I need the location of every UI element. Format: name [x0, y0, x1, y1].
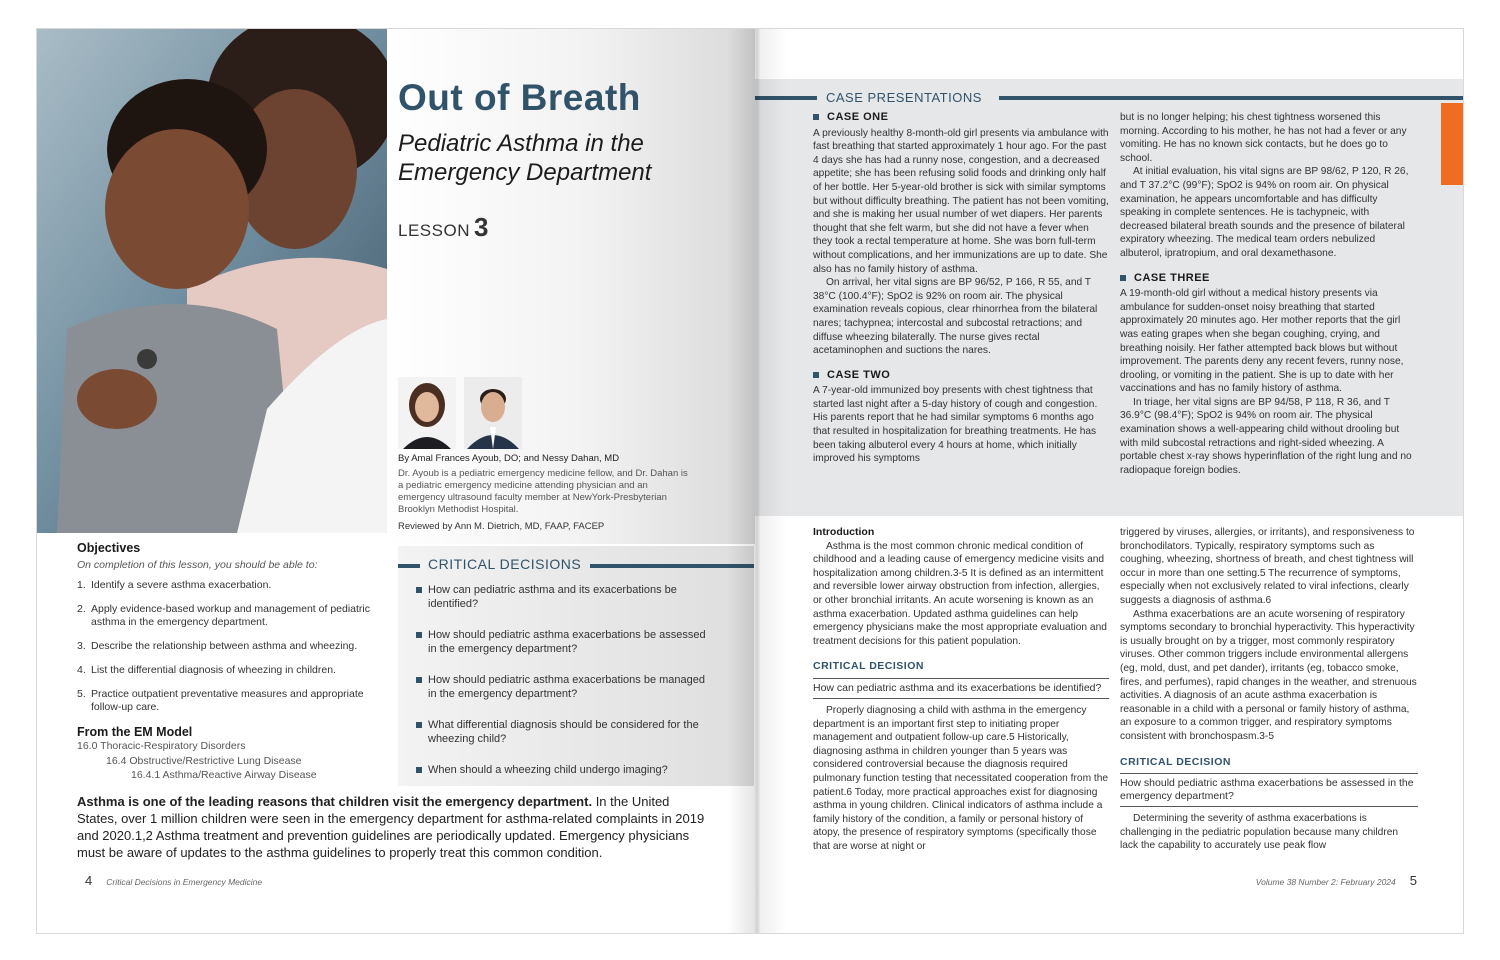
reviewer-line: Reviewed by Ann M. Dietrich, MD, FAAP, FACEP [398, 521, 605, 532]
critical-decision-item: When should a wheezing child undergo imaging? [416, 764, 716, 778]
critical-decision-item: What differential diagnosis should be considered for the wheezing child? [416, 719, 716, 746]
objective-item: 1. Identify a severe asthma exacerbation. [77, 579, 272, 591]
magazine-spread [36, 28, 1464, 934]
case-column-2 [1120, 111, 1418, 477]
objectives-intro: On completion of this lesson, you should be able to: [77, 559, 318, 571]
critical-decision-label: CRITICAL DECISION [1120, 755, 1231, 768]
orange-tab [1441, 103, 1464, 185]
lead-paragraph [77, 793, 707, 861]
body-column-2 [1120, 526, 1418, 853]
journal-name: Critical Decisions in Emergency Medicine [106, 877, 263, 887]
em-model-title: From the EM Model [77, 725, 193, 739]
body-paragraph: Determining the severity of asthma exacerbations is challenging in the pediatric population because many children lack the capability to accurately use peak flow [1120, 813, 1399, 852]
case-column-1 [813, 111, 1109, 466]
author-photo-dahan [464, 377, 522, 449]
author-bio: Dr. Ayoub is a pediatric emergency medicine fellow, and Dr. Dahan is a pediatric emergency medicine attending physician and an emergency ultrasound faculty member at NewYork-Presbyterian Brooklyn Methodist Hospital. [398, 468, 688, 515]
case-two-title: CASE TWO [813, 369, 1109, 383]
introduction-paragraph: Asthma is the most common chronic medical condition of childhood and a leading cause of emergency medicine visits and hospitalization among children.3-5 It is defined as an intermittent and reversible lower airway obstruction from infection, allergies, or other bronchial irritants. An acute worsening is known as an asthma exacerbation. Updated asthma guidelines can help emergency physicians make the most appropriate evaluation and treatment decisions for this patient population. [813, 540, 1107, 647]
lesson-word: LESSON [398, 221, 470, 240]
left-folio [85, 873, 262, 888]
header-rule-left [755, 96, 817, 100]
header-rule-right [999, 96, 1464, 100]
critical-decision-item: How should pediatric asthma exacerbations be managed in the emergency department? [416, 674, 716, 701]
author-byline [398, 453, 688, 516]
author-photo-ayoub [398, 377, 456, 449]
right-folio [1256, 873, 1417, 888]
header-rule-left [398, 564, 420, 568]
objectives-title: Objectives [77, 541, 141, 555]
case-one-title: CASE ONE [813, 111, 1109, 125]
lead-bold: Asthma is one of the leading reasons that children visit the emergency department. [77, 794, 593, 809]
right-page [755, 29, 1464, 934]
left-page [37, 29, 755, 934]
critical-decision-item: How can pediatric asthma and its exacerbations be identified? [416, 584, 716, 611]
cover-photo [37, 29, 387, 533]
objective-item: 5. Practice outpatient preventative measures and appropriate follow-up care. [77, 688, 364, 713]
article-title: Out of Breath [398, 77, 641, 118]
article-subtitle: Pediatric Asthma in the Emergency Department [398, 130, 652, 186]
critical-decisions-box [398, 546, 754, 786]
objective-item: 3. Describe the relationship between asthma and wheezing. [77, 640, 358, 652]
critical-decisions-list [416, 584, 716, 796]
header-rule-right [590, 564, 754, 568]
introduction-title: Introduction [813, 526, 875, 538]
critical-decision-question: How should pediatric asthma exacerbations be assessed in the emergency department? [1120, 773, 1418, 807]
case-two-paragraph: A 7-year-old immunized boy presents with chest tightness that started last night after a 5-day history of cough and congestion. His parents report that he had similar symptoms 6 months ago that resulted in hospitalization for breathing treatments. He has been taking albuterol every 4 hours at home, which initially improved his symptoms [813, 385, 1098, 465]
case-presentations-header [755, 91, 1464, 107]
em-model-line: 16.4 Obstructive/Restrictive Lung Disease [106, 754, 302, 767]
case-two-paragraph: At initial evaluation, his vital signs are BP 98/62, P 120, R 26, and T 37.2°C (99°F); SpO2 is 94% on room air. On physical examination, he appears uncomfortable and has difficulty speaking in complete sentences. He is tachypneic, with decreased bilateral breath sounds and the presence of bilateral expiratory wheezing. The medical team orders nebulized albuterol, ipratropium, and oral dexamethasone. [1120, 166, 1409, 259]
page-number-left: 4 [85, 873, 93, 888]
objectives-section [77, 541, 377, 783]
lesson-number: 3 [473, 212, 489, 242]
body-paragraph: triggered by viruses, allergies, or irritants), and responsiveness to bronchodilators. Typically, respiratory symptoms such as coughing, wheezing, shortness of breath, and chest tightness will occur in more than one setting.5 The recurrence of symptoms, especially when not exclusively related to viral infections, clearly suggests a diagnosis of asthma.6 [1120, 527, 1415, 606]
case-three-paragraph: A 19-month-old girl without a medical history presents via ambulance for sudden-onset noisy breathing that started approximately 20 minutes ago. Her mother reports that the girl was eating grapes when she began coughing, crying, and breathing noisily. Her father attempted back blows but without improvement. The parents deny any recent fevers, runny nose, drooling, or vomiting in the patient. She is up to date with her vaccinations and has no family history of asthma. [1120, 288, 1404, 395]
critical-decision-item: How should pediatric asthma exacerbations be assessed in the emergency department? [416, 629, 716, 656]
objective-item: 2. Apply evidence-based workup and management of pediatric asthma in the emergency department. [77, 603, 371, 628]
issue-info: Volume 38 Number 2: February 2024 [1255, 877, 1396, 887]
lead-text: In the United States, over 1 million children were seen in the emergency department for asthma-related complaints in 2019 and 2020.1,2 Asthma treatment and prevention guidelines are periodically updated. Emergency physicians must be aware of updates to the asthma guidelines to properly treat this common condition. [77, 794, 705, 860]
case-one-paragraph: A previously healthy 8-month-old girl presents via ambulance with fast breathing that started approximately 1 hour ago. For the past 4 days she has had a runny nose, congestion, and a decreased appetite; she has been refusing solid foods and drinking only half of her bottle. Her 5-year-old brother is sick with similar symptoms but without difficulty breathing. The patient has not been vomiting, and she is making her usual number of wet diapers. Her parents thought that she felt warm, but she did not have a fever when they took a rectal temperature at home. She was born full-term without complications, and her immunizations are up to date. She also has no family history of asthma. [813, 127, 1109, 275]
case-one-paragraph: On arrival, her vital signs are BP 96/52, P 166, R 55, and T 38°C (100.4°F); SpO2 is 92% on room air. The physical examination reveals copious, clear rhinorrhea from the bilateral nares; tachypnea; intercostal and subcostal retractions; and diffuse wheezing bilaterally. The nurse gives rectal acetaminophen and suctions the nares. [813, 277, 1098, 357]
page-number-right: 5 [1409, 873, 1417, 888]
body-paragraph: Properly diagnosing a child with asthma in the emergency department is an important first step to initiating proper management and outpatient follow-up care.5 Historically, diagnosing asthma in children younger than 5 years was considered controversial because the diagnosis required pulmonary function testing that necessitated cooperation from the patient.6 Today, more practical approaches exist for diagnosing asthma in young children. Clinical indicators of asthma include a family history of the condition, a family or personal history of atopy, the presence of respiratory symptoms (specifically those that are worse at night or [813, 704, 1109, 852]
author-names: By Amal Frances Ayoub, DO; and Nessy Dahan, MD [398, 453, 620, 464]
case-three-paragraph: In triage, her vital signs are BP 94/58, P 118, R 36, and T 36.9°C (98.4°F); SpO2 is 94% on room air. The physical examination shows a well-appearing child without drooling but with mild subcostal retractions and right-sided wheezing. A portable chest x-ray shows hyperinflation of the right lung and no radiopaque foreign bodies. [1120, 396, 1412, 476]
critical-decision-label: CRITICAL DECISION [813, 660, 924, 673]
objective-item: 4. List the differential diagnosis of wheezing in children. [77, 664, 336, 676]
em-model-line: 16.4.1 Asthma/Reactive Airway Disease [131, 769, 317, 781]
author-photos [398, 377, 522, 449]
objectives-list [77, 579, 377, 714]
lesson-label [398, 212, 489, 243]
critical-decision-question: How can pediatric asthma and its exacerbations be identified? [813, 678, 1109, 699]
case-three-title: CASE THREE [1120, 272, 1418, 286]
em-model-line: 16.0 Thoracic-Respiratory Disorders [77, 740, 246, 752]
critical-decisions-heading: CRITICAL DECISIONS [428, 556, 582, 572]
body-column-1 [813, 526, 1109, 853]
critical-decisions-header [398, 556, 754, 576]
case-two-paragraph: but is no longer helping; his chest tightness worsened this morning. According to his mother, he has not had a fever or any vomiting. He has no known sick contacts, but he does go to school. [1120, 112, 1407, 164]
body-paragraph: Asthma exacerbations are an acute worsening of respiratory symptoms secondary to bronchial hyperactivity. This hyperactivity is usually brought on by a trigger, most commonly respiratory viruses. Other common triggers include environmental allergens (eg, mold, dust, and pet dander), irritants (eg, tobacco smoke, fires, and perfumes), rapid changes in the weather, and strenuous activities. A diagnosis of an acute asthma exacerbation is reasonable in a child with a personal or family history of asthma, an exposure to a common trigger, and respiratory symptoms consistent with bronchospasm.3-5 [1120, 608, 1417, 742]
case-presentations-heading: CASE PRESENTATIONS [826, 90, 982, 105]
mother-child-illustration [37, 29, 387, 533]
